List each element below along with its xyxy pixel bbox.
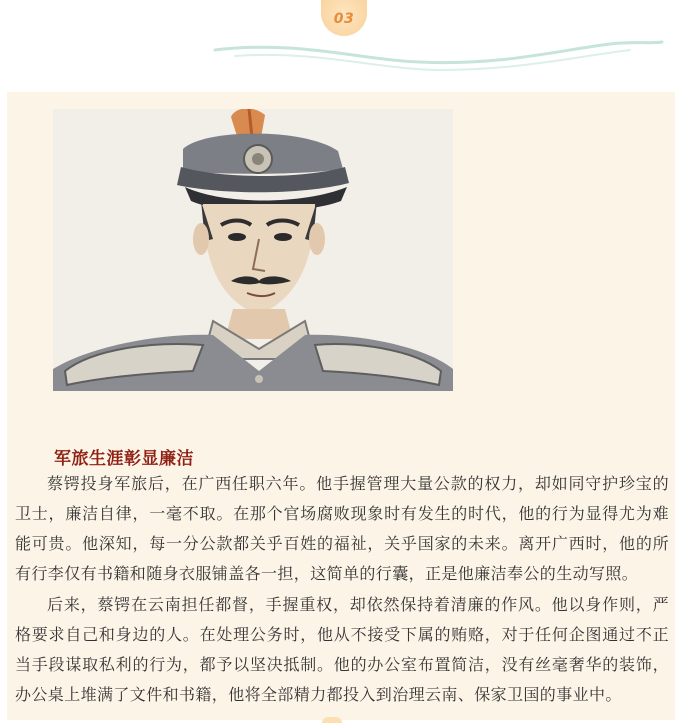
portrait-illustration [53, 109, 453, 391]
portrait-image [53, 109, 453, 391]
section-title: 军旅生涯彰显廉洁 [54, 449, 194, 469]
paragraph-1: 蔡锷投身军旅后，在广西任职六年。他手握管理大量公款的权力，却如同守护珍宝的卫士，廉洁自律，一毫不取。在那个官场腐败现象时有发生的时代，他的行为显得尤为难能可贵。他深知，每一分公款都关乎百姓的福祉，关乎国家的未来。离开广西时，他的所有行李仅有书籍和随身衣服铺盖各一担，这简单的行囊，正是他廉洁奉公的生动写照。 [15, 474, 669, 583]
article-card [7, 92, 675, 720]
bottom-decoration [322, 717, 342, 723]
paragraph-2: 后来，蔡锷在云南担任都督，手握重权，却依然保持着清廉的作风。他以身作则，严格要求自己和身边的人。在处理公务时，他从不接受下属的贿赂，对于任何企图通过不正当手段谋取私利的行为，都予以坚决抵制。他的办公室布置简洁，没有丝毫奢华的装饰，办公桌上堆满了文件和书籍，他将全部精力都投入到治理云南、保家卫国的事业中。 [15, 595, 669, 704]
section-number: 03 [333, 11, 355, 27]
section-header [0, 0, 682, 92]
